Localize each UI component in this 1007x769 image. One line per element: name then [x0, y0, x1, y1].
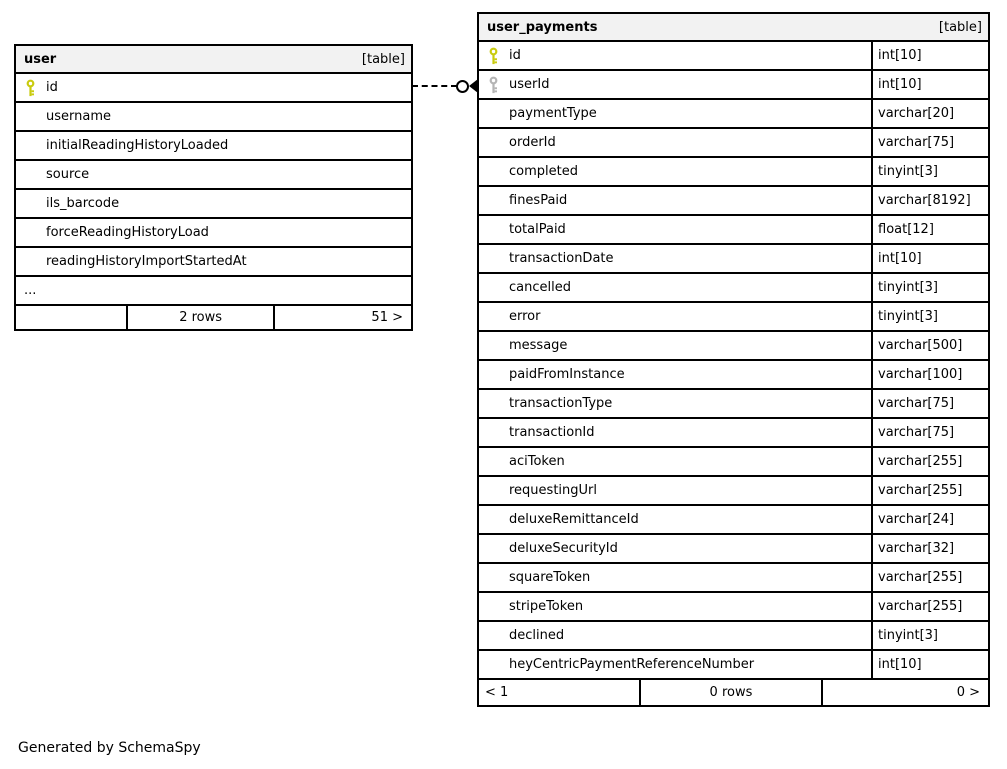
column-type: varchar[20]	[871, 100, 988, 127]
column-row-requestingUrl[interactable]	[479, 477, 988, 506]
column-name: source	[46, 167, 90, 182]
column-type: float[12]	[871, 216, 988, 243]
column-name: id	[509, 48, 521, 63]
table-tag-label: [table]	[361, 51, 405, 67]
table-user-footer	[16, 306, 411, 329]
column-row-finesPaid[interactable]	[479, 187, 988, 216]
column-type: int[10]	[871, 71, 988, 98]
column-name: squareToken	[509, 570, 591, 585]
column-name-cell	[479, 506, 871, 533]
column-name: paidFromInstance	[509, 367, 625, 382]
column-type: tinyint[3]	[871, 622, 988, 649]
column-name: ...	[24, 283, 37, 298]
column-name-cell	[479, 129, 871, 156]
column-name: userId	[509, 77, 550, 92]
table-tag-label: [table]	[938, 19, 982, 35]
column-name: deluxeSecurityId	[509, 541, 618, 556]
table-user-payments-title[interactable]: user_payments	[487, 19, 598, 35]
column-type: varchar[75]	[871, 129, 988, 156]
column-name-cell	[479, 71, 871, 98]
column-type: varchar[75]	[871, 419, 988, 446]
column-type: varchar[255]	[871, 593, 988, 620]
column-name: deluxeRemittanceId	[509, 512, 639, 527]
column-type: varchar[255]	[871, 564, 988, 591]
column-row-heyCentricPaymentReferenceNumber[interactable]	[479, 651, 988, 680]
column-name: initialReadingHistoryLoaded	[46, 138, 229, 153]
column-name: readingHistoryImportStartedAt	[46, 254, 247, 269]
column-row-id[interactable]	[479, 42, 988, 71]
column-row-truncated[interactable]	[16, 277, 411, 306]
column-row-id[interactable]	[16, 74, 411, 103]
column-row-transactionType[interactable]	[479, 390, 988, 419]
column-name: orderId	[509, 135, 556, 150]
relationship-dashed-line	[412, 85, 457, 87]
column-type: int[10]	[871, 651, 988, 678]
column-name-cell	[16, 248, 411, 275]
column-name-cell	[479, 216, 871, 243]
column-row-completed[interactable]	[479, 158, 988, 187]
column-name-cell	[479, 361, 871, 388]
column-row-readingHistoryImportStartedAt[interactable]	[16, 248, 411, 277]
column-type: tinyint[3]	[871, 303, 988, 330]
table-user	[14, 44, 413, 331]
column-name: requestingUrl	[509, 483, 597, 498]
column-name: ils_barcode	[46, 196, 120, 211]
column-row-userId[interactable]	[479, 71, 988, 100]
column-name-cell	[479, 593, 871, 620]
column-name: forceReadingHistoryLoad	[46, 225, 209, 240]
column-row-squareToken[interactable]	[479, 564, 988, 593]
column-row-declined[interactable]	[479, 622, 988, 651]
generated-by-note: Generated by SchemaSpy	[18, 740, 201, 756]
column-name-cell	[479, 419, 871, 446]
column-type: int[10]	[871, 42, 988, 69]
column-row-username[interactable]	[16, 103, 411, 132]
column-name-cell	[479, 274, 871, 301]
column-name: completed	[509, 164, 578, 179]
column-row-transactionDate[interactable]	[479, 245, 988, 274]
column-name: finesPaid	[509, 193, 568, 208]
column-name: username	[46, 109, 111, 124]
column-name: cancelled	[509, 280, 571, 295]
footer-parents-cell	[16, 306, 128, 329]
column-row-paidFromInstance[interactable]	[479, 361, 988, 390]
relationship-circle-terminator	[456, 80, 469, 93]
primary-key-icon	[489, 47, 498, 64]
column-row-stripeToken[interactable]	[479, 593, 988, 622]
column-name: id	[46, 80, 58, 95]
footer-parents-cell[interactable]: < 1	[479, 680, 641, 705]
column-name-cell	[479, 303, 871, 330]
column-name-cell	[479, 245, 871, 272]
column-name: paymentType	[509, 106, 597, 121]
column-type: varchar[100]	[871, 361, 988, 388]
column-type: varchar[8192]	[871, 187, 988, 214]
column-name: aciToken	[509, 454, 565, 469]
relationship-arrowhead-icon	[469, 79, 478, 93]
column-type: varchar[75]	[871, 390, 988, 417]
column-row-ils_barcode[interactable]	[16, 190, 411, 219]
column-type: tinyint[3]	[871, 158, 988, 185]
column-row-aciToken[interactable]	[479, 448, 988, 477]
column-type: varchar[500]	[871, 332, 988, 359]
column-name-cell	[16, 132, 411, 159]
column-type: varchar[24]	[871, 506, 988, 533]
footer-rowcount-cell: 0 rows	[641, 680, 823, 705]
column-name-cell	[479, 651, 871, 678]
column-row-orderId[interactable]	[479, 129, 988, 158]
column-name-cell	[479, 100, 871, 127]
column-row-source[interactable]	[16, 161, 411, 190]
column-name-cell	[16, 74, 411, 101]
column-type: tinyint[3]	[871, 274, 988, 301]
footer-rowcount-cell: 2 rows	[128, 306, 275, 329]
column-type: varchar[255]	[871, 448, 988, 475]
column-row-cancelled[interactable]	[479, 274, 988, 303]
column-row-deluxeSecurityId[interactable]	[479, 535, 988, 564]
column-name: totalPaid	[509, 222, 566, 237]
column-name-cell	[479, 42, 871, 69]
column-name-cell	[479, 187, 871, 214]
column-name-cell	[479, 477, 871, 504]
column-name-cell	[479, 158, 871, 185]
column-name-cell	[16, 103, 411, 130]
table-user-payments	[477, 12, 990, 707]
column-name: transactionType	[509, 396, 613, 411]
footer-children-cell[interactable]: 0 >	[956, 685, 980, 700]
column-name: heyCentricPaymentReferenceNumber	[509, 657, 755, 672]
column-name-cell	[16, 219, 411, 246]
column-name-cell	[16, 190, 411, 217]
column-name: error	[509, 309, 541, 324]
column-name: transactionDate	[509, 251, 614, 266]
column-row-forceReadingHistoryLoad[interactable]	[16, 219, 411, 248]
column-row-initialReadingHistoryLoaded[interactable]	[16, 132, 411, 161]
column-row-totalPaid[interactable]	[479, 216, 988, 245]
table-user-payments-footer	[479, 680, 988, 705]
column-type: varchar[255]	[871, 477, 988, 504]
column-row-deluxeRemittanceId[interactable]	[479, 506, 988, 535]
table-user-rows	[16, 74, 411, 306]
table-user-payments-header	[479, 14, 988, 42]
table-user-payments-rows	[479, 42, 988, 680]
primary-key-icon	[26, 79, 35, 96]
column-name: transactionId	[509, 425, 595, 440]
table-user-title[interactable]: user	[24, 51, 57, 67]
column-name: declined	[509, 628, 565, 643]
column-row-message[interactable]	[479, 332, 988, 361]
footer-children-cell[interactable]: 51 >	[371, 310, 403, 325]
column-name-cell	[479, 622, 871, 649]
column-name: message	[509, 338, 568, 353]
column-type: int[10]	[871, 245, 988, 272]
column-name-cell	[479, 535, 871, 562]
column-row-error[interactable]	[479, 303, 988, 332]
column-row-paymentType[interactable]	[479, 100, 988, 129]
foreign-key-icon	[489, 76, 498, 93]
column-type: varchar[32]	[871, 535, 988, 562]
column-row-transactionId[interactable]	[479, 419, 988, 448]
column-name-cell	[16, 161, 411, 188]
column-name-cell	[16, 277, 411, 304]
column-name-cell	[479, 332, 871, 359]
column-name-cell	[479, 390, 871, 417]
table-user-header	[16, 46, 411, 74]
column-name: stripeToken	[509, 599, 584, 614]
column-name-cell	[479, 564, 871, 591]
column-name-cell	[479, 448, 871, 475]
